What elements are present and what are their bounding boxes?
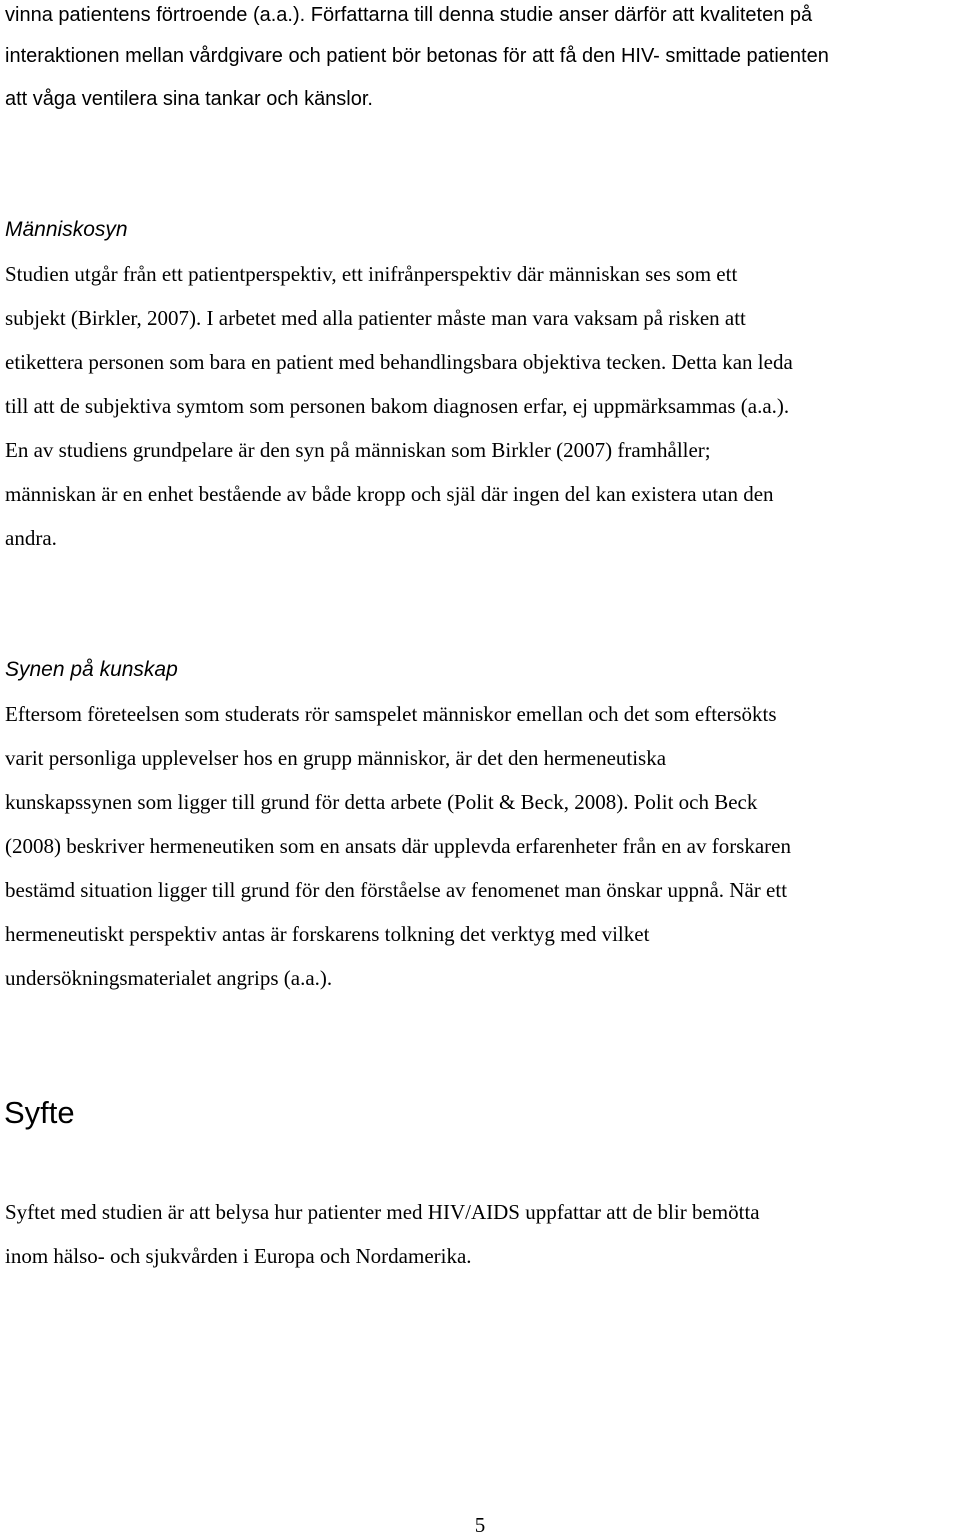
text-line: till att de subjektiva symtom som personen bakom diagnosen erfar, ej uppmärksammas (a.a.). [5,394,790,418]
text-line: inom hälso- och sjukvården i Europa och Nordamerika. [5,1244,472,1268]
text-line: undersökningsmaterialet angrips (a.a.). [5,966,333,990]
text-line: etikettera personen som bara en patient med behandlingsbara objektiva tecken. Detta kan leda [5,350,793,374]
text-line: interaktionen mellan vårdgivare och patient bör betonas för att få den HIV- smittade patienten [5,45,829,67]
section-heading: Synen på kunskap [5,658,178,681]
text-line: varit personliga upplevelser hos en grupp människor, är det den hermeneutiska [5,746,667,770]
text-line: En av studiens grundpelare är den syn på människan som Birkler (2007) framhåller; [5,438,711,462]
text-line: hermeneutiskt perspektiv antas är forskarens tolkning det verktyg med vilket [5,922,650,946]
text-line: vinna patientens förtroende (a.a.). Författarna till denna studie anser därför att kvaliteten på [5,4,813,26]
section-title: Syfte [4,1095,75,1130]
text-line: Eftersom företeelsen som studerats rör samspelet människor emellan och det som eftersökts [5,702,777,726]
page-number: 5 [474,1513,486,1537]
text-line: andra. [5,526,57,550]
text-line: (2008) beskriver hermeneutiken som en ansats där upplevda erfarenheter från en av forskaren [5,834,791,858]
text-line: att våga ventilera sina tankar och känslor. [5,88,373,110]
text-line: kunskapssynen som ligger till grund för detta arbete (Polit & Beck, 2008). Polit och Beck [5,790,758,814]
text-line: Syftet med studien är att belysa hur patienter med HIV/AIDS uppfattar att de blir bemötta [5,1200,760,1224]
section-heading: Människosyn [5,218,128,241]
text-line: bestämd situation ligger till grund för den förståelse av fenomenet man önskar uppnå. När ett [5,878,788,902]
text-line: människan är en enhet bestående av både kropp och själ där ingen del kan existera utan den [5,482,774,506]
text-line: subjekt (Birkler, 2007). I arbetet med alla patienter måste man vara vaksam på risken att [5,306,746,330]
text-line: Studien utgår från ett patientperspektiv, ett inifrånperspektiv där människan ses som ett [5,262,738,286]
